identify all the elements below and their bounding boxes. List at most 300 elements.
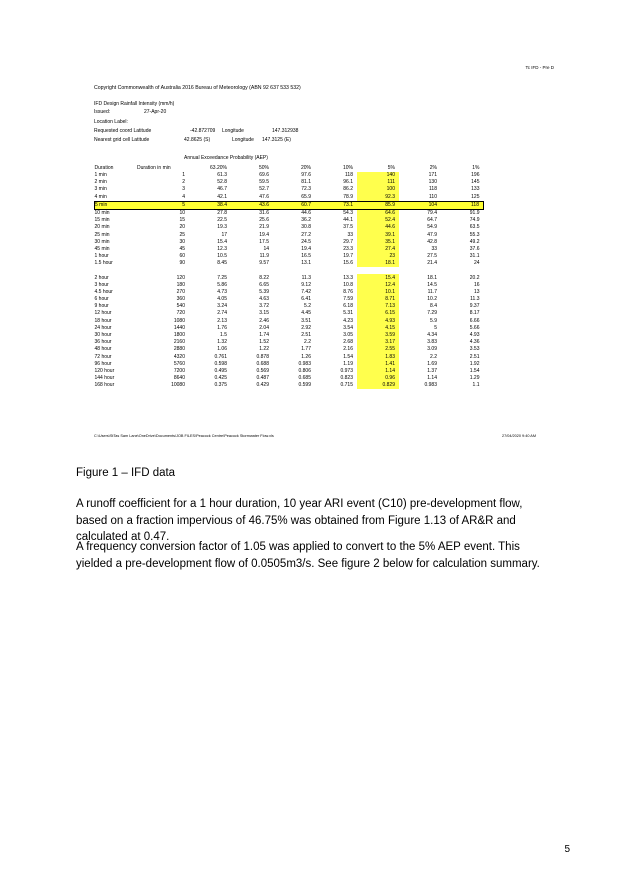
table-cell: 0.425 <box>214 375 227 382</box>
table-cell: 15.4 <box>357 274 399 281</box>
table-cell: 8.76 <box>343 288 353 295</box>
table-row <box>95 217 484 224</box>
table-cell: 79.4 <box>427 210 437 217</box>
header-aep-1: 1% <box>472 164 480 171</box>
aep-title: Annual Exceedance Probability (AEP) <box>184 155 268 161</box>
table-cell: 27.5 <box>427 253 437 260</box>
table-cell: 69.6 <box>259 172 269 179</box>
table-cell: 13.3 <box>343 274 353 281</box>
table-cell: 55.3 <box>469 231 480 238</box>
table-cell: 8.17 <box>469 310 480 317</box>
table-cell: 0.487 <box>256 375 269 382</box>
table-cell: 10.5 <box>217 253 227 260</box>
table-cell: 1.19 <box>343 360 353 367</box>
table-cell: 8640 <box>173 375 185 382</box>
table-cell: 30 <box>179 238 185 245</box>
table-cell: 3.05 <box>343 332 353 339</box>
table-cell: 1.92 <box>469 360 480 367</box>
table-cell: 24.5 <box>301 238 311 245</box>
table-cell: 14 <box>263 245 269 252</box>
table-cell: 1440 <box>173 324 185 331</box>
table-cell: 5.9 <box>430 317 437 324</box>
header-aep-10: 10% <box>342 164 353 171</box>
table-cell: 7.59 <box>343 296 353 303</box>
table-cell: 11.3 <box>470 296 480 303</box>
table-cell: 1.14 <box>427 375 437 382</box>
table-cell: 86.2 <box>343 186 353 193</box>
table-cell: 45 <box>179 245 185 252</box>
table-cell: 3.51 <box>301 317 311 324</box>
table-cell: 18.1 <box>427 274 437 281</box>
table-cell: 2.2 <box>430 353 437 360</box>
table-cell: 49.2 <box>469 238 480 245</box>
table-header-row <box>95 164 484 172</box>
table-row <box>95 375 484 382</box>
table-cell: 2.2 <box>304 339 311 346</box>
table-cell: 72 hour <box>94 353 112 360</box>
table-cell: 61.3 <box>217 172 227 179</box>
ifd-table-body <box>95 172 484 389</box>
table-cell: 0.429 <box>256 382 269 389</box>
table-cell: 44.6 <box>357 224 399 231</box>
header-aep-2: 2% <box>429 164 437 171</box>
table-cell: 54.9 <box>427 224 437 231</box>
table-row <box>95 382 484 389</box>
header-aep-20: 20% <box>300 164 311 171</box>
table-cell: 47.9 <box>427 231 437 238</box>
table-cell: 44.1 <box>343 217 353 224</box>
table-cell: 118 <box>441 201 484 209</box>
table-cell: 5.66 <box>469 324 480 331</box>
table-cell: 133 <box>471 186 480 193</box>
table-cell: 21.9 <box>259 224 269 231</box>
table-cell: 92.3 <box>357 194 399 202</box>
table-cell: 96.1 <box>343 179 353 186</box>
table-cell: 1 hour <box>94 253 109 260</box>
table-cell: 6.66 <box>469 317 480 324</box>
table-cell: 1.77 <box>301 346 311 353</box>
table-cell: 97.6 <box>301 172 311 179</box>
table-cell: 111 <box>357 179 399 186</box>
table-cell: 44.6 <box>301 210 311 217</box>
table-cell: 2 min <box>94 179 107 186</box>
table-cell: 73.1 <box>315 201 357 209</box>
table-cell: 20 <box>179 224 185 231</box>
table-cell: 37.6 <box>469 245 480 252</box>
table-cell: 3.09 <box>427 346 437 353</box>
table-row <box>95 354 484 361</box>
table-cell: 63.5 <box>469 224 480 231</box>
table-cell: 52.7 <box>259 186 269 193</box>
header-reference: Tc IFD - Pre D <box>525 65 554 70</box>
issued-value: 27-Apr-20 <box>144 109 167 115</box>
paragraph-runoff-coefficient: A runoff coefficient for a 1 hour duration, 10 year ARI event (C10) pre-development flow, based on a fraction impervious of 46.75% was obtained from Figure 1.13 of AR&R and calculated at 0.47. <box>76 498 523 543</box>
table-cell: 29.7 <box>343 238 353 245</box>
ifd-table <box>94 164 484 389</box>
table-cell: 3.15 <box>259 310 269 317</box>
table-cell: 7.25 <box>217 274 227 281</box>
table-cell: 6.18 <box>343 303 353 310</box>
table-cell: 8.45 <box>217 260 227 267</box>
table-row <box>95 253 484 260</box>
table-cell: 23.3 <box>343 245 353 252</box>
table-cell: 3.59 <box>357 332 399 339</box>
table-cell: 59.5 <box>259 179 269 186</box>
table-cell: 60.7 <box>273 201 315 209</box>
table-cell: 1.54 <box>343 353 353 360</box>
table-cell: 17.5 <box>259 238 269 245</box>
table-row <box>95 246 484 253</box>
table-cell: 1.14 <box>357 368 399 375</box>
table-cell: 8.22 <box>259 274 269 281</box>
table-cell: 20 min <box>94 224 110 231</box>
location-label: Location Label: <box>94 119 128 125</box>
table-cell: 11.3 <box>301 274 311 281</box>
table-cell: 18.1 <box>357 260 399 267</box>
table-row <box>95 296 484 303</box>
table-cell: 7200 <box>173 367 185 374</box>
table-cell: 4.73 <box>217 288 227 295</box>
table-cell: 22.5 <box>217 217 227 224</box>
table-row <box>95 201 484 209</box>
table-cell: 30 hour <box>94 332 112 339</box>
table-cell: 4.05 <box>217 296 227 303</box>
table-cell: 19.3 <box>217 224 227 231</box>
table-cell: 6.41 <box>301 296 311 303</box>
table-cell: 85.9 <box>357 201 399 209</box>
table-cell: 270 <box>176 288 185 295</box>
table-cell: 168 hour <box>94 382 115 389</box>
table-cell: 2160 <box>173 339 185 346</box>
table-cell: 19.4 <box>259 231 269 238</box>
table-cell: 4 <box>182 193 185 200</box>
table-cell: 110 <box>429 193 437 200</box>
table-cell: 3 <box>182 186 185 193</box>
table-cell: 20.2 <box>469 274 480 281</box>
table-cell: 0.495 <box>214 367 227 374</box>
table-cell: 3.24 <box>217 303 227 310</box>
figure-caption: Figure 1 – IFD data <box>76 467 176 479</box>
table-cell: 16.5 <box>301 253 311 260</box>
table-cell: 42.8 <box>427 238 437 245</box>
table-cell: 0.878 <box>256 353 269 360</box>
table-cell: 100 <box>357 186 399 193</box>
table-cell: 1.76 <box>217 324 227 331</box>
table-cell: 4.15 <box>357 325 399 332</box>
table-cell: 1 min <box>94 172 107 179</box>
table-cell: 3.17 <box>357 339 399 346</box>
table-row <box>95 303 484 310</box>
table-cell: 144 hour <box>94 375 115 382</box>
table-row <box>95 186 484 193</box>
table-cell: 4.34 <box>427 332 437 339</box>
table-cell: 1080 <box>173 317 185 324</box>
table-cell: 360 <box>176 296 185 303</box>
grid-latitude: 42.8625 (S) <box>184 137 211 143</box>
table-cell: 30 min <box>94 238 110 245</box>
requested-longitude: 147.312938 <box>272 128 299 134</box>
table-cell: 2 <box>182 179 185 186</box>
table-cell: 1.32 <box>217 339 227 346</box>
table-cell: 13 <box>473 288 480 295</box>
table-cell: 7.42 <box>301 288 311 295</box>
table-cell: 2.46 <box>259 317 269 324</box>
table-cell: 1.41 <box>357 361 399 368</box>
table-cell: 2.04 <box>259 324 269 331</box>
table-cell: 3.53 <box>469 346 480 353</box>
grid-longitude-label: Longitude <box>232 137 254 143</box>
table-cell: 0.829 <box>357 382 399 389</box>
footer-date: 27/04/2020 9:40 AM <box>502 434 536 438</box>
table-cell: 24 hour <box>94 324 112 331</box>
table-cell: 0.823 <box>340 375 353 382</box>
table-cell: 2 hour <box>94 274 109 281</box>
table-cell: 12.3 <box>217 245 227 252</box>
table-cell: 2.51 <box>469 353 480 360</box>
table-cell: 15.4 <box>217 238 227 245</box>
table-row <box>95 260 484 267</box>
table-cell: 37.5 <box>343 224 353 231</box>
page-number: 5 <box>564 844 570 855</box>
header-aep-50: 50% <box>258 164 269 171</box>
table-cell: 5.2 <box>304 303 311 310</box>
table-cell: 1.69 <box>427 360 437 367</box>
table-cell: 1.83 <box>357 354 399 361</box>
table-cell: 35.1 <box>357 239 399 246</box>
grid-longitude: 147.3125 (E) <box>262 137 291 143</box>
table-cell: 5.31 <box>343 310 353 317</box>
table-cell: 14.5 <box>427 281 437 288</box>
table-cell: 1.74 <box>259 332 269 339</box>
table-cell: 8.71 <box>357 296 399 303</box>
table-cell: 196 <box>471 172 480 179</box>
table-cell: 4.93 <box>357 318 399 325</box>
table-row <box>95 239 484 246</box>
table-cell: 65.9 <box>301 193 311 200</box>
table-cell: 10 min <box>94 210 110 217</box>
table-cell: 10.8 <box>343 281 353 288</box>
table-cell: 48 hour <box>94 346 112 353</box>
table-cell: 4.23 <box>343 317 353 324</box>
table-cell: 1.26 <box>301 353 311 360</box>
table-cell: 30.8 <box>301 224 311 231</box>
table-cell: 42.1 <box>217 193 227 200</box>
table-cell: 180 <box>176 281 185 288</box>
table-cell: 3 hour <box>94 281 109 288</box>
table-cell: 2.16 <box>343 346 353 353</box>
grid-cell-label: Nearest grid cell Latitude <box>94 137 150 143</box>
table-cell: 19.7 <box>343 253 353 260</box>
table-cell: 4 min <box>94 193 107 200</box>
table-spacer-row <box>95 267 484 274</box>
table-cell: 0.599 <box>298 382 311 389</box>
table-cell: 1.5 <box>220 332 227 339</box>
table-cell: 5.86 <box>217 281 227 288</box>
table-row <box>95 310 484 317</box>
ifd-title: IFD Design Rainfall Intensity (mm/h) <box>94 101 175 107</box>
table-cell: 11.9 <box>259 253 269 260</box>
table-cell: 0.761 <box>214 353 227 360</box>
table-cell: 19.4 <box>301 245 311 252</box>
table-cell: 118 <box>429 186 437 193</box>
table-cell: 5 min <box>95 201 138 209</box>
table-row <box>95 274 484 281</box>
table-cell: 38.4 <box>189 201 231 209</box>
table-row <box>95 282 484 289</box>
table-cell: 31.6 <box>259 210 269 217</box>
table-cell: 2.68 <box>343 339 353 346</box>
table-cell: 140 <box>357 172 399 179</box>
table-row <box>95 332 484 339</box>
table-row <box>95 232 484 239</box>
table-cell: 2.13 <box>217 317 227 324</box>
table-cell: 0.715 <box>340 382 353 389</box>
table-cell: 12.4 <box>357 282 399 289</box>
table-cell: 52.8 <box>217 179 227 186</box>
table-cell: 8.4 <box>430 303 437 310</box>
table-cell: 5 <box>434 324 437 331</box>
issued-label: Issued: <box>94 109 111 115</box>
table-cell: 5760 <box>173 360 185 367</box>
table-row <box>95 346 484 353</box>
table-cell: 4.63 <box>259 296 269 303</box>
table-cell: 72.3 <box>301 186 311 193</box>
table-cell: 78.9 <box>343 193 353 200</box>
table-cell: 7.29 <box>427 310 437 317</box>
table-cell: 1.5 hour <box>94 260 113 267</box>
table-cell: 2.92 <box>301 324 311 331</box>
table-cell: 46.7 <box>217 186 227 193</box>
table-cell: 45 min <box>94 245 110 252</box>
table-row <box>95 325 484 332</box>
table-cell: 12 hour <box>94 310 112 317</box>
table-cell: 2880 <box>173 346 185 353</box>
table-cell: 36 hour <box>94 339 112 346</box>
table-cell: 130 <box>428 179 437 186</box>
table-cell: 0.983 <box>298 360 311 367</box>
table-row <box>95 318 484 325</box>
table-cell: 1 <box>182 172 185 179</box>
table-cell: 2.74 <box>217 310 227 317</box>
table-cell: 4.5 hour <box>94 288 113 295</box>
table-cell: 118 <box>345 172 353 179</box>
table-cell: 0.806 <box>298 367 311 374</box>
copyright-line: Copyright Commonwealth of Australia 2016 Bureau of Meteorology (ABN 92 637 533 532) <box>94 85 301 91</box>
table-cell: 25 <box>179 231 185 238</box>
table-cell: 64.7 <box>427 217 437 224</box>
table-cell: 3 min <box>94 186 107 193</box>
header-duration-min: Duration in min <box>137 164 171 171</box>
table-cell: 4.36 <box>469 339 480 346</box>
table-cell: 9.57 <box>259 260 269 267</box>
table-cell: 43.6 <box>231 201 273 209</box>
table-cell: 120 hour <box>94 367 115 374</box>
table-cell: 720 <box>176 310 185 317</box>
table-cell: 171 <box>428 172 437 179</box>
table-cell: 120 <box>176 274 185 281</box>
table-cell: 64.6 <box>357 209 399 217</box>
table-cell: 1.37 <box>427 367 437 374</box>
table-row <box>95 368 484 375</box>
table-row <box>95 224 484 231</box>
table-cell: 52.4 <box>357 217 399 224</box>
table-cell: 5 <box>137 201 189 209</box>
table-cell: 1.52 <box>259 339 269 346</box>
table-cell: 4320 <box>173 353 185 360</box>
table-cell: 47.6 <box>259 193 269 200</box>
table-cell: 23 <box>357 253 399 260</box>
table-cell: 2.55 <box>357 346 399 353</box>
table-cell: 60 <box>179 253 185 260</box>
table-cell: 0.983 <box>424 382 437 389</box>
table-cell: 1.29 <box>469 375 480 382</box>
footer-file-path: C:\Users\StTas Sam Lane\OneDrive\Documents\JOB FILES\Peacock Centre\Peacock Stormwater Flow.xls <box>94 434 274 438</box>
table-cell: 145 <box>471 179 480 186</box>
table-row <box>95 289 484 296</box>
paragraph-frequency-conversion: A frequency conversion factor of 1.05 was applied to convert to the 5% AEP event. This yielded a pre-development flow of 0.0505m3/s. See figure 2 below for calculation summary. <box>76 541 540 570</box>
table-cell: 15.6 <box>343 260 353 267</box>
table-cell: 9 hour <box>94 303 109 310</box>
table-cell: 81.1 <box>301 179 311 186</box>
table-cell: 10 <box>179 210 185 217</box>
table-cell: 17 <box>221 231 227 238</box>
table-cell: 5.39 <box>259 288 269 295</box>
header-aep-63: 63.20% <box>210 164 227 171</box>
requested-latitude: -42.872709 <box>190 128 216 134</box>
table-cell: 9.12 <box>301 281 311 288</box>
table-cell: 36.2 <box>301 217 311 224</box>
requested-coord-label: Requested coord Latitude <box>94 128 152 134</box>
table-cell: 27.4 <box>357 246 399 253</box>
table-cell: 21.4 <box>427 260 437 267</box>
table-cell: 540 <box>176 303 185 310</box>
table-cell: 0.685 <box>298 375 311 382</box>
table-cell: 2.51 <box>301 332 311 339</box>
table-cell: 9.37 <box>469 303 480 310</box>
table-cell: 6 hour <box>94 296 109 303</box>
table-cell: 96 hour <box>94 360 112 367</box>
table-cell: 15 <box>179 217 185 224</box>
table-cell: 4.45 <box>301 310 311 317</box>
table-cell: 24 <box>473 260 480 267</box>
table-cell: 0.598 <box>214 360 227 367</box>
table-cell: 6.65 <box>259 281 269 288</box>
table-cell: 0.569 <box>256 367 269 374</box>
table-cell: 1.54 <box>469 367 480 374</box>
table-cell: 13.1 <box>301 260 311 267</box>
table-row <box>95 194 484 202</box>
table-cell: 16 <box>473 281 480 288</box>
table-cell: 33 <box>431 245 437 252</box>
table-cell: 1.1 <box>472 382 480 389</box>
table-cell: 33 <box>347 231 353 238</box>
table-cell: 54.3 <box>343 210 353 217</box>
table-cell: 91.9 <box>469 210 480 217</box>
table-cell: 6.15 <box>357 310 399 317</box>
table-cell: 1.22 <box>259 346 269 353</box>
table-row <box>95 361 484 368</box>
table-cell: 27.2 <box>301 231 311 238</box>
table-cell: 7.13 <box>357 303 399 310</box>
table-cell: 3.72 <box>259 303 269 310</box>
table-cell: 0.96 <box>357 375 399 382</box>
requested-longitude-label: Longitude <box>222 128 244 134</box>
table-cell: 125 <box>471 193 480 200</box>
table-cell: 3.54 <box>343 324 353 331</box>
table-cell: 1800 <box>173 332 185 339</box>
header-aep-5: 5% <box>387 164 395 171</box>
table-row <box>95 339 484 346</box>
